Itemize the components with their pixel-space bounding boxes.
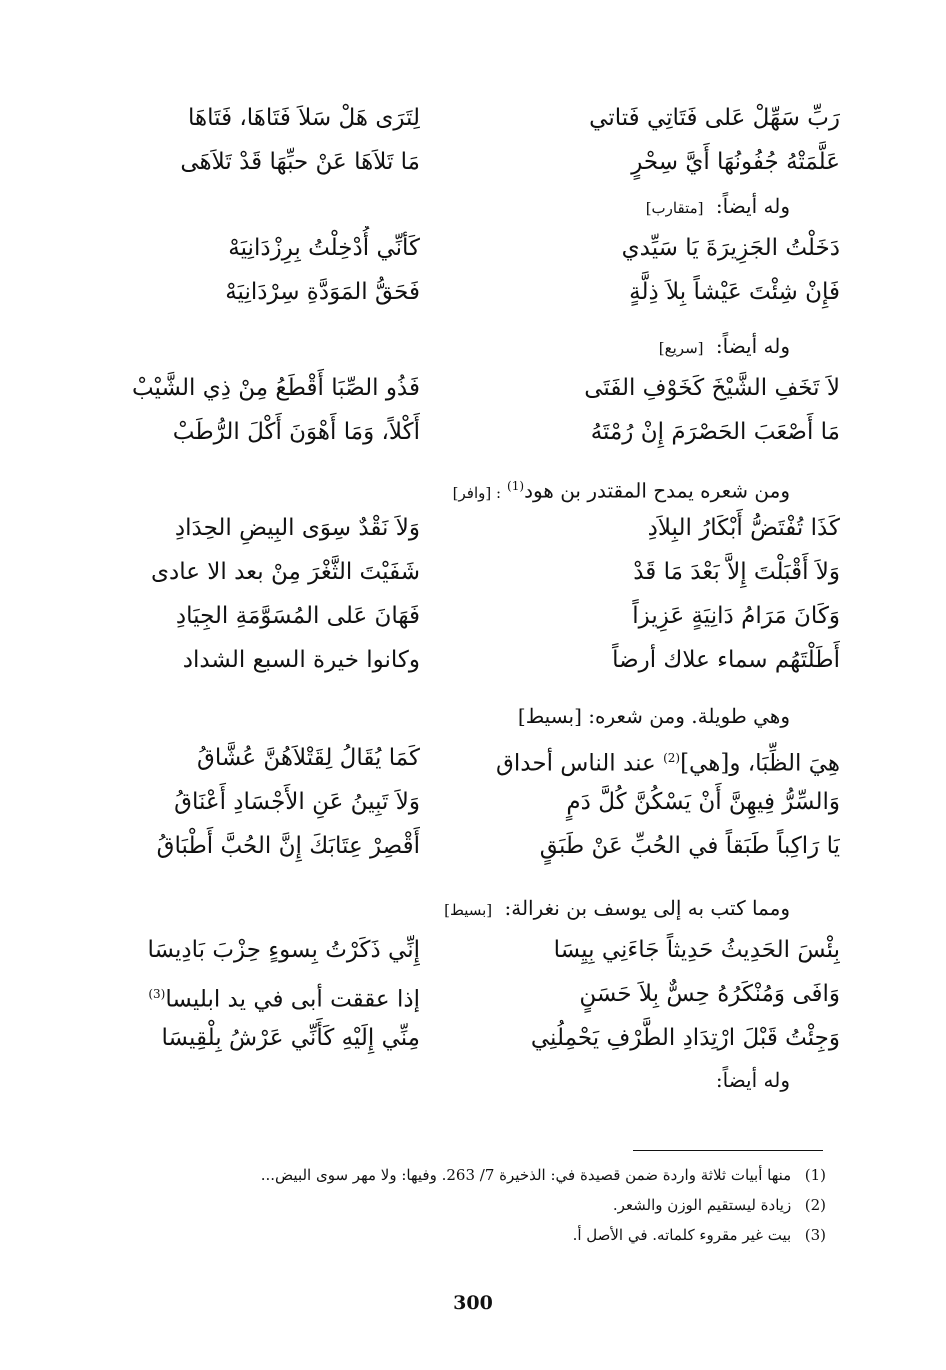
intro-text: وله أيضاً: (715, 1068, 790, 1092)
section-intro (50, 1060, 840, 1100)
intro-text: وله أيضاً: (715, 194, 790, 218)
hemistich-part: عند الناس أحداق (496, 750, 664, 777)
verse-second-hemistich: أَقْصِرْ عِتَابَكَ إِنَّ الحُبَّ أَطْبَاقُ (156, 833, 420, 859)
verse-first-hemistich: وَكَانَ مَرَامُ دَانِيَةٍ عَزِيزاً (632, 603, 840, 629)
footnote-number: (2) (804, 1196, 826, 1214)
verse-first-hemistich: كَذَا تُفْتَضُّ أَبْكَارُ البِلاَدِ (647, 515, 840, 541)
footnote-reference: (2) (663, 751, 681, 765)
poem-section-wafir (50, 466, 840, 682)
verse-second-hemistich: مَا تَلاَهَا عَنْ حبِّهَا قَدْ تَلاَهَى (180, 149, 420, 175)
intro-text: وله أيضاً: (715, 334, 790, 358)
verse-second-hemistich: فَهَانَ عَلى المُسَوَّمَةِ الجِيَادِ (175, 603, 420, 629)
verse-second-hemistich: مِنِّي إِلَيْهِ كَأَنِّي عَرْشُ بِلْقِيسَا (161, 1025, 420, 1051)
section-intro (50, 326, 840, 366)
footnote-number: (3) (804, 1226, 826, 1244)
verse-second-hemistich (50, 972, 420, 1016)
section-intro (50, 696, 840, 736)
page-number: 300 (453, 1292, 493, 1314)
verse-first-hemistich: بِئْسَ الحَدِيثُ حَدِيثاً جَاءَنِي بِيِسَا (553, 937, 840, 963)
verse-line (50, 780, 840, 824)
verse-first-hemistich: وَلاَ أَقْبَلْتَ إِلاَّ بَعْدَ مَا قَدْ (633, 559, 840, 585)
verse-first-hemistich: مَا أَصْعَبَ الحَصْرَمَ إِنْ رُمْتَهُ (590, 419, 840, 445)
footnote-text: زيادة ليستقيم الوزن والشعر. (612, 1196, 792, 1214)
meter-label: : [وافر] (452, 483, 502, 502)
poem-section-basit (50, 696, 840, 868)
poem-section-mutaqarib (50, 186, 840, 314)
verse-second-hemistich: وَلاَ نَقْدٌ سِوَى البِيضِ الحِدَادِ (174, 515, 420, 541)
verse-line (50, 1016, 840, 1060)
meter-label: [بسيط] (444, 901, 493, 919)
verse-line (50, 550, 840, 594)
footnote-reference: (3) (148, 987, 166, 1001)
verse-second-hemistich: وكانوا خيرة السبع الشداد (182, 647, 420, 673)
verse-second-hemistich: كَأنِّي أُدْخِلْتُ بِرِزْدَانِيَهْ (228, 235, 420, 261)
verse-first-hemistich: وَجِئْتُ قَبْلَ ارْتِدَادِ الطَّرْفِ يَحْمِلُنِي (530, 1025, 840, 1051)
poem-section-basit-2 (50, 888, 840, 1100)
verse-line (50, 824, 840, 868)
hemistich-part: هِيَ الظِّبَا، و[هي] (680, 750, 840, 777)
verse-line (50, 638, 840, 682)
section-intro (50, 888, 840, 928)
footnote-number: (1) (804, 1166, 826, 1184)
verse-line (50, 506, 840, 550)
footnote (106, 1220, 826, 1250)
verse-second-hemistich: لِتَرَى هَلْ سَلاَ فَتَاهَا، فَتَاهَا (187, 105, 420, 131)
footnote-text: بيت غير مقروء كلماته. في الأصل أ. (572, 1226, 792, 1244)
verse-line (50, 410, 840, 454)
verse-second-hemistich: فَذُو الصِّبَا أَقْطَعُ مِنْ ذِي الشَّيْبْ (131, 375, 420, 401)
footnote-text: منها أبيات ثلاثة واردة ضمن قصيدة في: الذخيرة 7/ 263. وفيها: ولا مهر سوى البيض... (260, 1166, 792, 1184)
verse-line (50, 226, 840, 270)
verse-second-hemistich: شَفَيْتَ الثَّغْرَ مِنْ بعد الا عادى (151, 559, 420, 585)
verse-second-hemistich: كَمَا يُقَالُ لِقَتْلاَهُنَّ عُشَّاقُ (197, 745, 420, 771)
verse-line (50, 96, 840, 140)
verse-line (50, 140, 840, 184)
footnote-separator (633, 1150, 823, 1151)
intro-text: وهي طويلة. ومن شعره: [بسيط] (517, 704, 790, 728)
verse-first-hemistich: دَخَلْتُ الجَزِيرَةَ يَا سَيِّدي (621, 235, 840, 261)
verse-first-hemistich: أَطَلْتَهُم سماء علاك أرضاً (612, 647, 840, 673)
footnotes (106, 1160, 826, 1250)
verse-second-hemistich: أَكْلاً، وَمَا أَهْوَنَ أَكْلَ الرُّطَبْ (172, 419, 420, 445)
verse-line (50, 366, 840, 410)
verse-line (50, 270, 840, 314)
verse-first-hemistich: لاَ تَخَفِ الشَّيْخَ كَخَوْفِ الفَتَى (584, 375, 840, 401)
verse-line (50, 736, 840, 780)
meter-label: [متقارب] (645, 199, 704, 217)
poem-top (50, 96, 840, 184)
verse-first-hemistich (490, 736, 840, 780)
verse-first-hemistich: يَا رَاكِباً طَبَقاً في الحُبِّ عَنْ طَبَقٍ (539, 833, 840, 859)
footnote (106, 1160, 826, 1190)
verse-line (50, 928, 840, 972)
poem-section-sari (50, 326, 840, 454)
intro-text: ومما كتب به إلى يوسف بن نغرالة: (504, 896, 790, 920)
verse-second-hemistich: وَلاَ تَبِينُ عَنِ الأَجْسَادِ أَعْنَاقُ (174, 789, 420, 815)
section-intro (50, 466, 840, 506)
verse-first-hemistich: وَالسِّرُّ فِيهِنَّ أَنْ يَسْكُنَّ كُلَّ دَمٍ (566, 789, 840, 815)
verse-first-hemistich: عَلَّمَتْهُ جُفُونُهَا أَيَّ سِحْرٍ (631, 149, 840, 175)
footnote (106, 1190, 826, 1220)
section-intro (50, 186, 840, 226)
hemistich-part: إذا عققت أبى في يد ابليسا (165, 986, 420, 1013)
intro-text: ومن شعره يمدح المقتدر بن هود (524, 478, 790, 503)
verse-first-hemistich: رَبِّ سَهِّلْ عَلى فَتَاتِي فَتاتي (589, 105, 840, 131)
verse-first-hemistich: وَافَى وَمُنْكَرُهُ حِسٌّ بِلاَ حَسَنٍ (579, 981, 840, 1007)
verse-line (50, 972, 840, 1016)
verse-second-hemistich: إِنِّي ذَكَرْتُ بِسوءٍ حِزْبَ بَادِيسَا (147, 937, 420, 963)
verse-line (50, 594, 840, 638)
meter-label: [سريع] (658, 339, 704, 357)
verse-first-hemistich: فَإِنْ شِئْتَ عَيْشاً بِلاَ ذِلَّةٍ (629, 279, 840, 305)
footnote-reference: (1) (507, 479, 525, 493)
verse-second-hemistich: فَحَقُّ المَوَدَّةِ سِرْدَانِيَهْ (225, 279, 420, 305)
